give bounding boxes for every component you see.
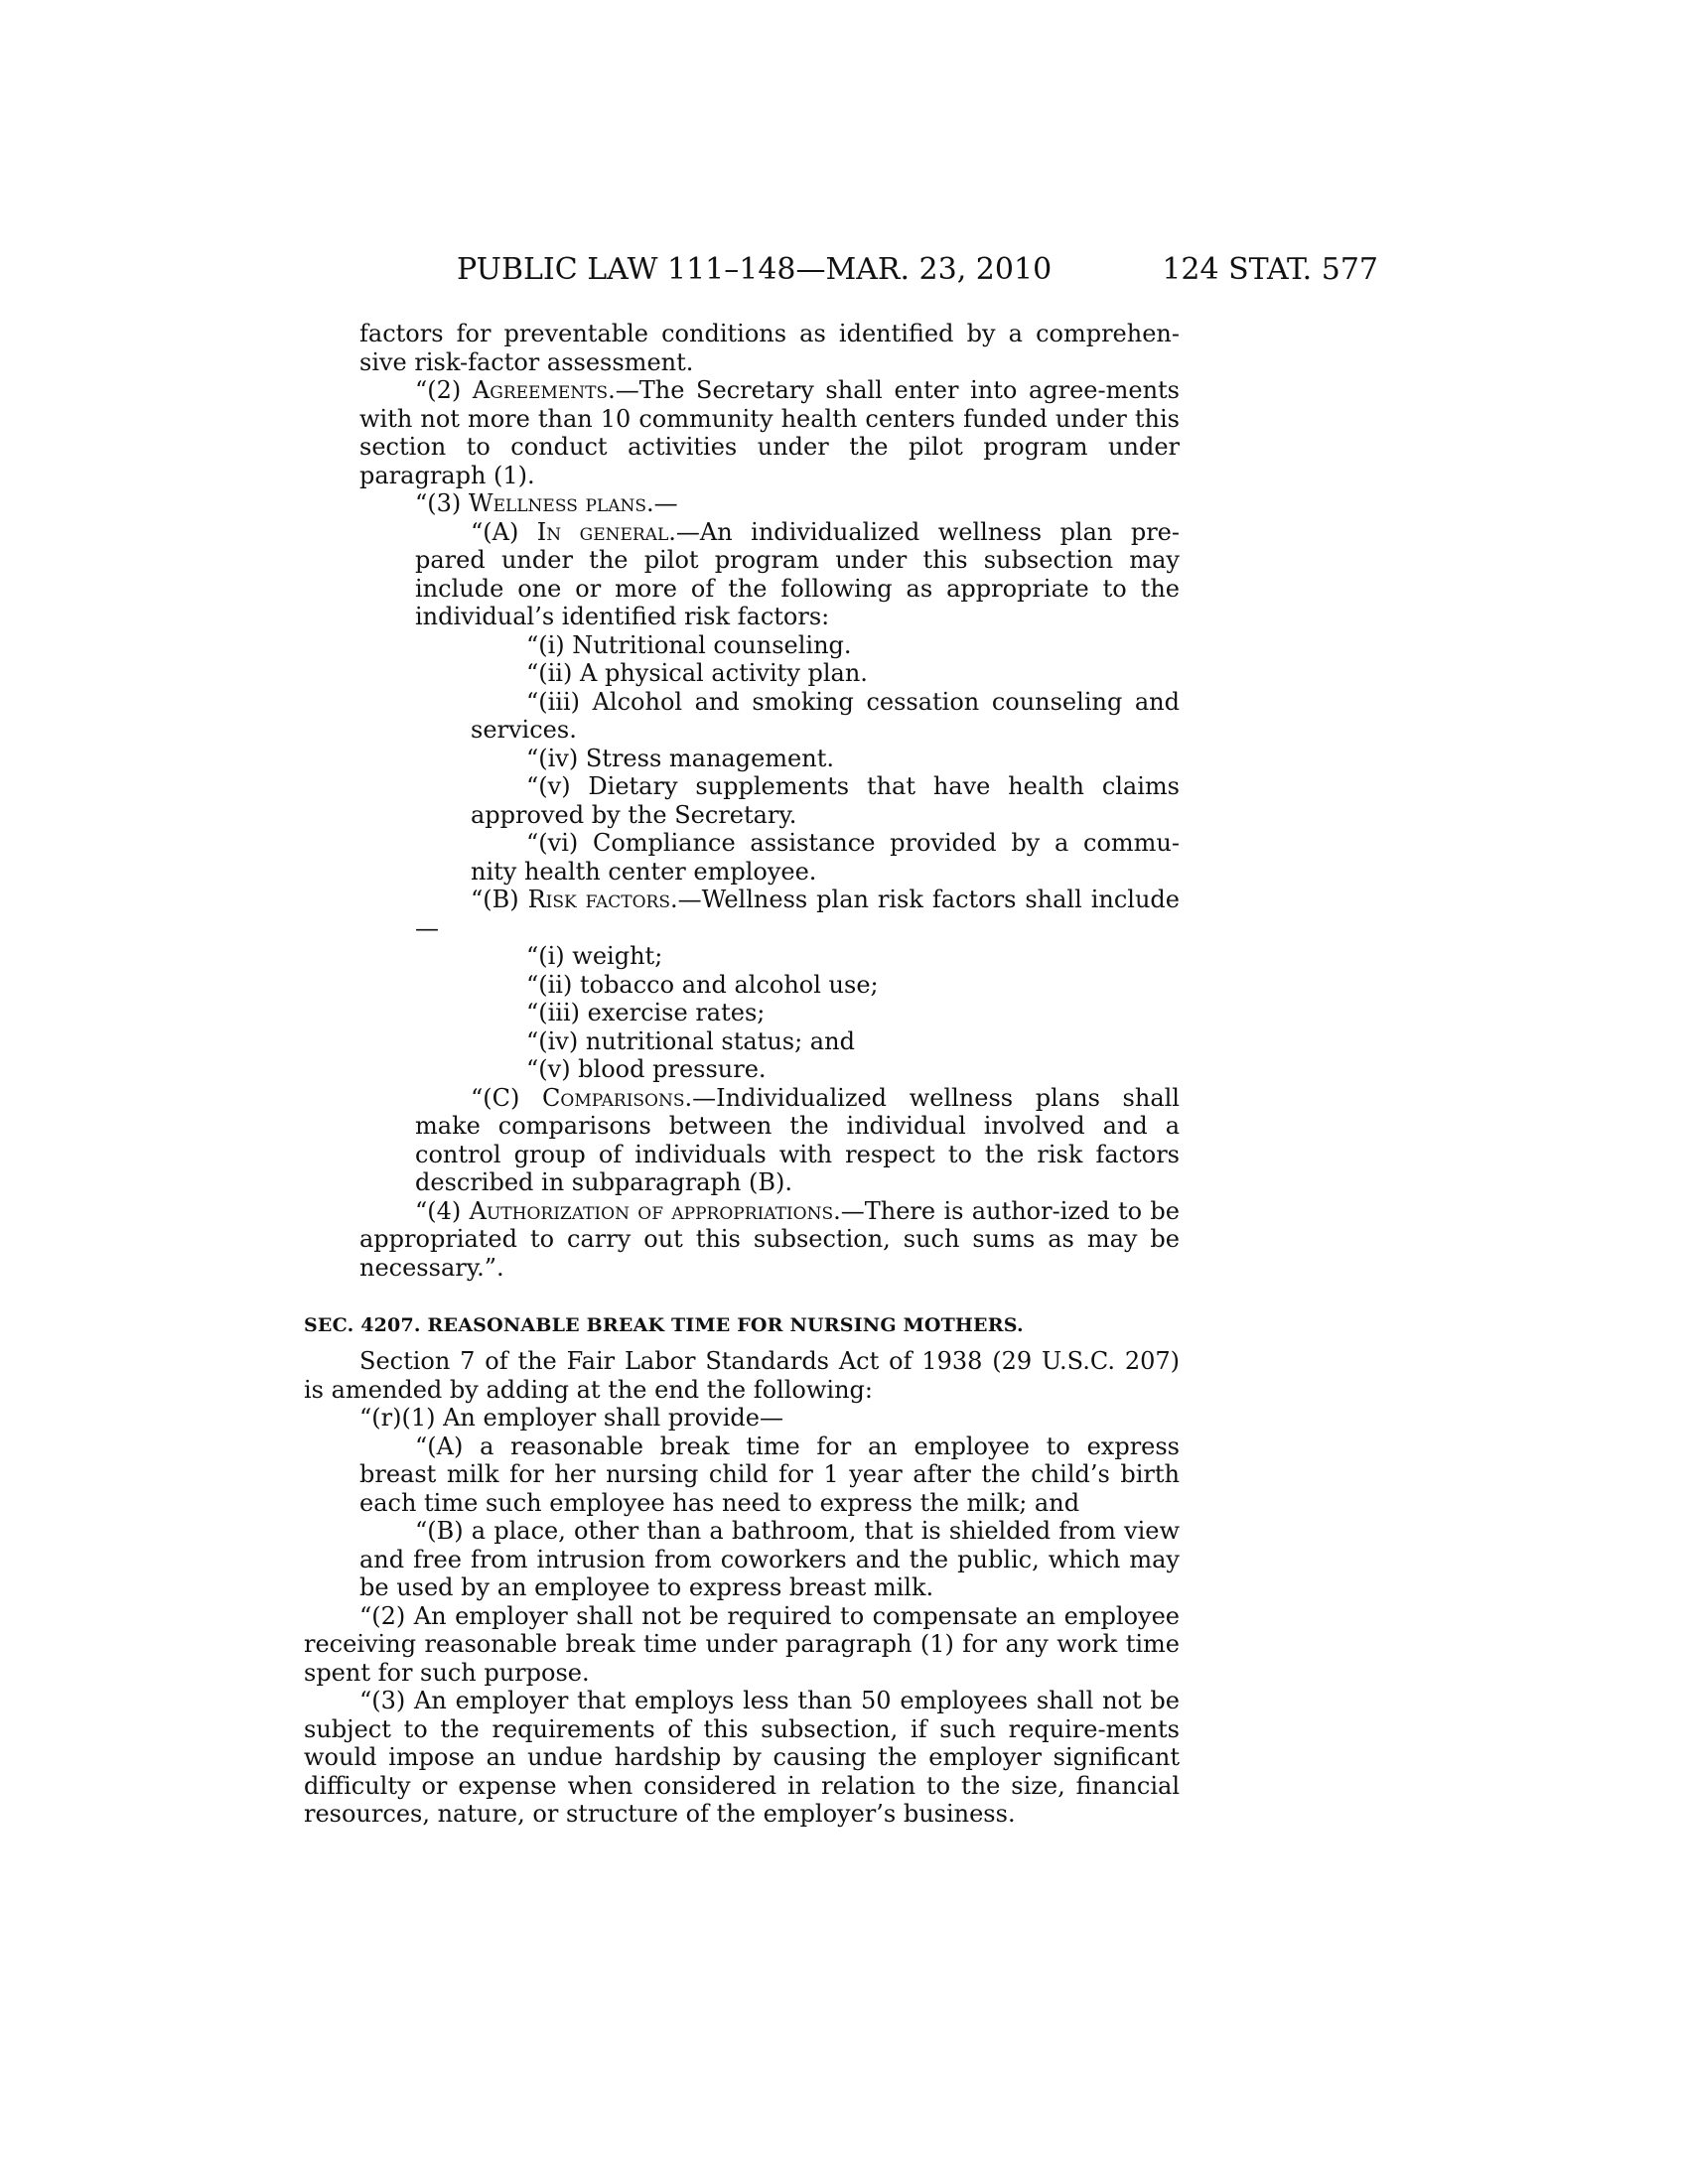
risk-item: “(i) weight; (526, 942, 663, 970)
running-head: PUBLIC LAW 111–148—MAR. 23, 2010 (457, 252, 1053, 287)
page-body (304, 320, 1180, 1829)
subsection-r-1-b: “(B) a place, other than a bathroom, that is shielded from view and free from intrusion from coworkers and the public, which may be used by an employee to express breast milk. (359, 1517, 1180, 1601)
subparagraph-a-in-general: “(A) In general.—An individualized wellness plan pre-pared under the pilot program under this subsection may include one or more of the following as appropriate to the individual’s identified risk factors: (415, 517, 1180, 630)
subsection-r-2: “(2) An employer shall not be required to compensate an employee receiving reasonable break time under paragraph (1) for any work time spent for such purpose. (304, 1601, 1180, 1687)
subsection-r-1: “(r)(1) An employer shall provide— (359, 1404, 783, 1432)
section-heading: SEC. 4207. REASONABLE BREAK TIME FOR NURSING MOTHERS. (304, 1314, 1024, 1336)
risk-item: “(v) blood pressure. (526, 1055, 767, 1083)
subsection-r-1-a: “(A) a reasonable break time for an employee to express breast milk for her nursing child for 1 year after the child’s birth each time such employee has need to express the milk; and (359, 1432, 1180, 1517)
section-intro: Section 7 of the Fair Labor Standards Act of 1938 (29 U.S.C. 207) is amended by adding at the end the following: (304, 1347, 1180, 1404)
paragraph-heading: Agreements (472, 376, 609, 404)
subparagraph-c-comparisons: “(C) Comparisons.—Individualized wellness plans shall make comparisons between the individual involved and a control group of individuals with respect to the risk factors described in subparagraph (B). (415, 1083, 1180, 1196)
page-citation: 124 STAT. 577 (1162, 252, 1378, 287)
continued-paragraph: factors for preventable conditions as identified by a comprehen-sive risk-factor assessment. (359, 320, 1180, 376)
plan-item: “(iv) Stress management. (526, 744, 834, 772)
paragraph-heading: Wellness plans (468, 489, 646, 517)
risk-item: “(iii) exercise rates; (526, 999, 766, 1026)
page-header (457, 250, 1378, 290)
paragraph-heading: Comparisons (542, 1083, 685, 1112)
paragraph-3-wellness-plans: “(3) Wellness plans.— (415, 489, 678, 517)
plan-item: “(i) Nutritional counseling. (526, 630, 852, 659)
plan-item: “(v) Dietary supplements that have health claims approved by the Secretary. (471, 772, 1180, 829)
subparagraph-b-risk-factors: “(B) Risk factors.—Wellness plan risk factors shall include— (415, 886, 1181, 942)
risk-item: “(ii) tobacco and alcohol use; (526, 970, 879, 999)
paragraph-4-authorization: “(4) Authorization of appropriations.—There is author-ized to be appropriated to carry out this subsection, such sums as may be necessary.”. (359, 1196, 1180, 1282)
subsection-r-3: “(3) An employer that employs less than 50 employees shall not be subject to the requirements of this subsection, if such require-ments would impose an undue hardship by causing the employer significant difficulty or expense when considered in relation to the size, financial resources, nature, or structure of the employer’s business. (304, 1687, 1180, 1828)
paragraph-2-agreements: “(2) Agreements.—The Secretary shall enter into agree-ments with not more than 10 community health centers funded under this section to conduct activities under the pilot program under paragraph (1). (359, 376, 1180, 489)
paragraph-heading: Authorization of appropriations (469, 1196, 834, 1225)
plan-item: “(iii) Alcohol and smoking cessation counseling and services. (471, 687, 1180, 744)
plan-item: “(vi) Compliance assistance provided by a commu-nity health center employee. (471, 829, 1180, 886)
risk-item: “(iv) nutritional status; and (526, 1026, 855, 1055)
paragraph-heading: In general (536, 517, 669, 546)
paragraph-heading: Risk factors (527, 886, 671, 913)
plan-item: “(ii) A physical activity plan. (526, 659, 868, 687)
